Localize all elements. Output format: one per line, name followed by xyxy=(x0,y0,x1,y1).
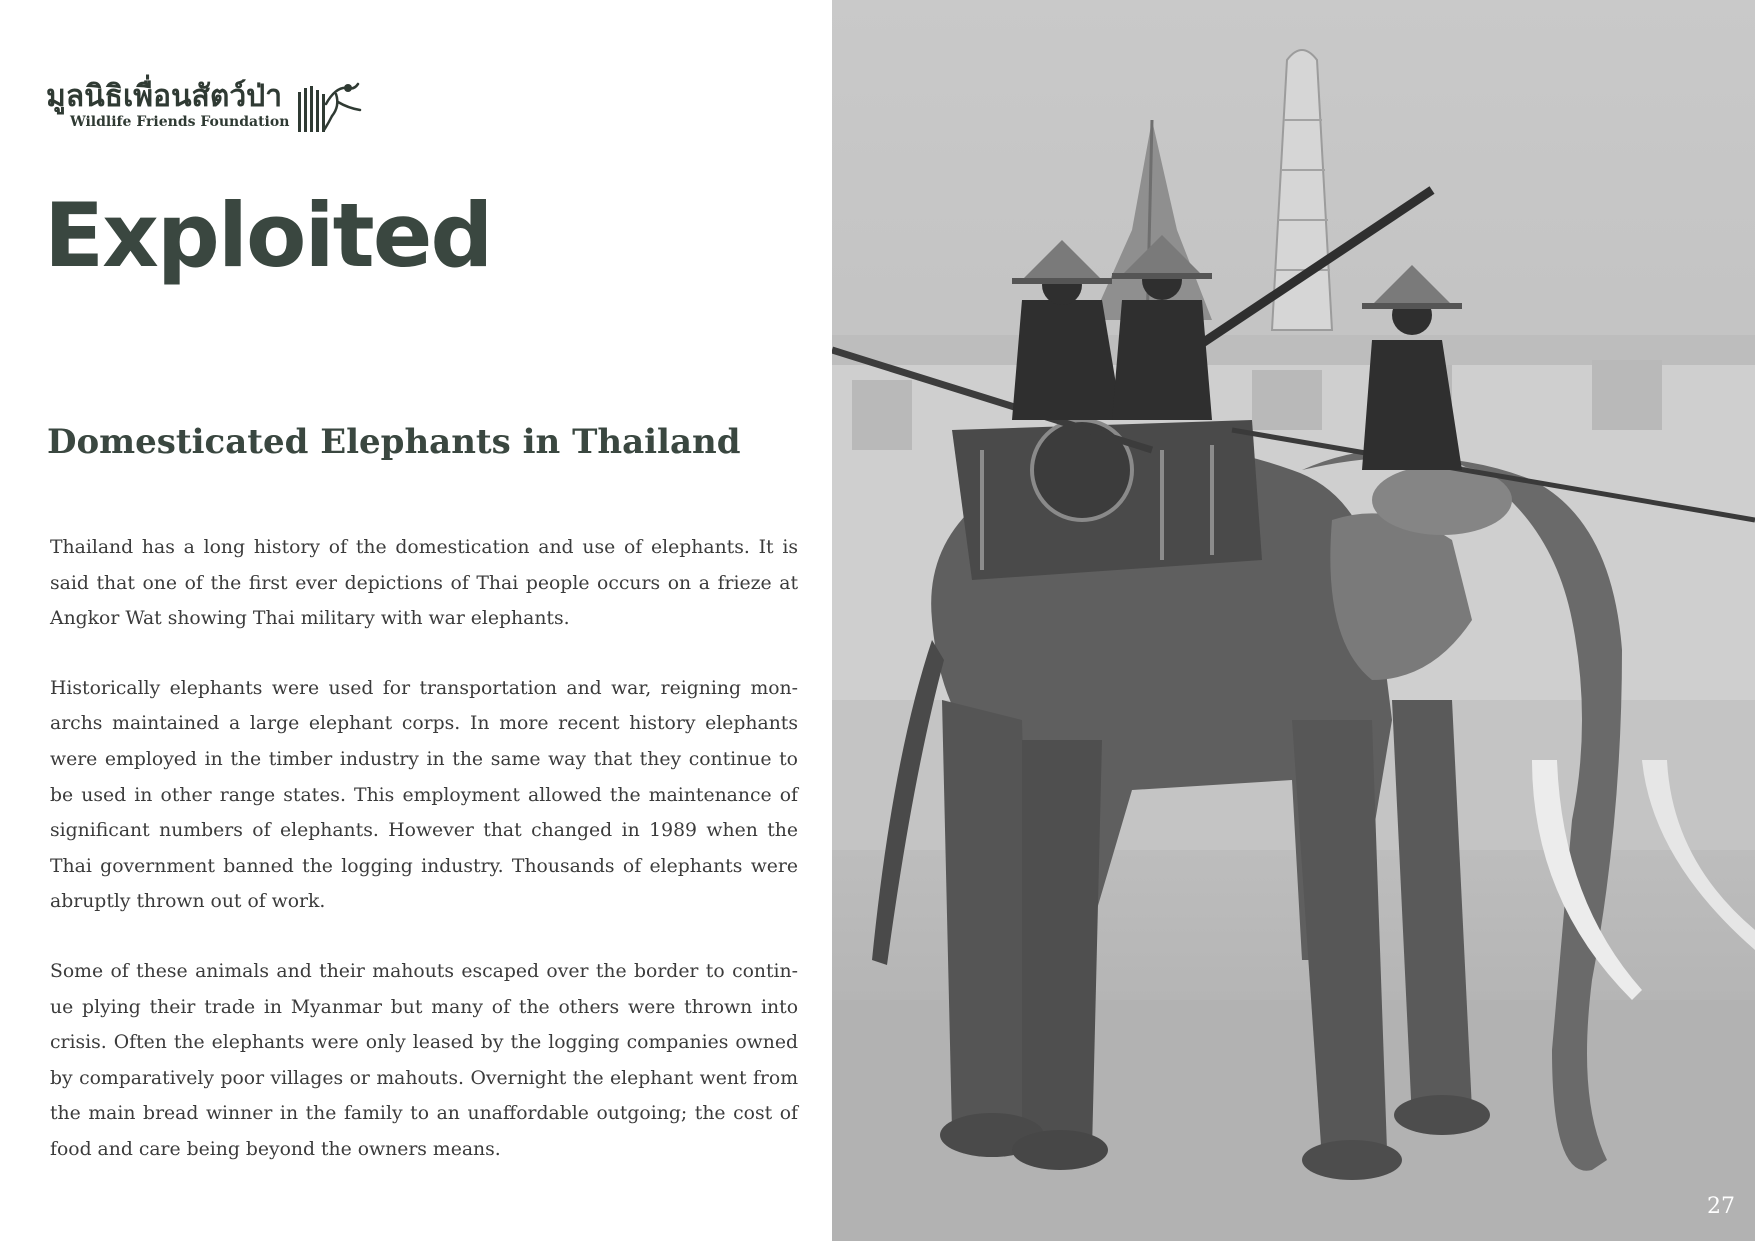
foundation-logo xyxy=(46,80,366,140)
article-body xyxy=(50,530,798,1168)
logo-english-name: Wildlife Friends Foundation xyxy=(70,114,290,130)
logo-thai-name: มูลนิธิเพื่อนสัตว์ป่า xyxy=(46,79,283,114)
gibbon-cage-icon xyxy=(296,80,364,134)
page-title: Exploited xyxy=(44,184,492,287)
paragraph: Thailand has a long history of the domestication and use of elephants. It is said that one of the first ever depictions of Thai people occurs on a frieze at Angkor Wat showing Thai military with war elephants. xyxy=(50,537,798,630)
historical-war-elephant-photo xyxy=(832,0,1755,1241)
section-subtitle: Domesticated Elephants in Thailand xyxy=(47,422,741,462)
paragraph: Some of these animals and their mahouts escaped over the border to contin-ue plying their trade in Myanmar but many of the others were thrown into crisis. Often the elephants were only leased by the logging companies owned by comparatively poor villages or mahouts. Overnight the elephant went from the main bread winner in the family to an unaffordable outgoing; the cost of food and care being beyond the owners means. xyxy=(50,960,798,1160)
paragraph: Historically elephants were used for transportation and war, reigning mon-archs maintained a large elephant corps. In more recent history elephants were employed in the timber industry in the same way that they continue to be used in other range states. This employment allowed the maintenance of significant numbers of elephants. However that changed in 1989 when the Thai government banned the logging industry. Thousands of elephants were abruptly thrown out of work. xyxy=(50,677,798,913)
elephant-illustration xyxy=(832,0,1755,1241)
page-number: 27 xyxy=(1707,1194,1735,1219)
